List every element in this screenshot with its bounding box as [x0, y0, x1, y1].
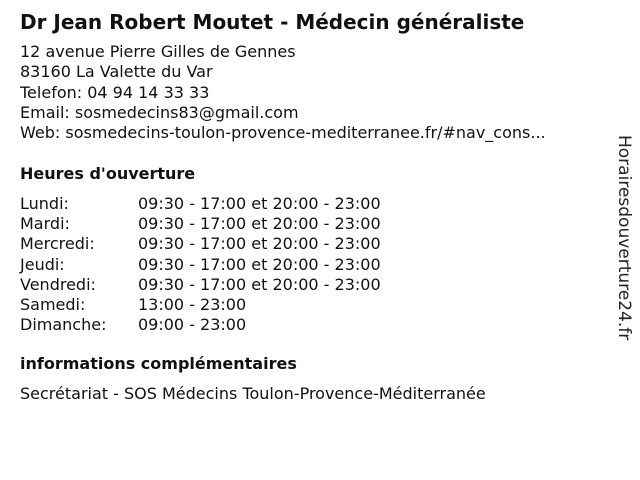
- website-link[interactable]: Web: sosmedecins-toulon-provence-mediterranee.fr/#nav_cons...: [20, 123, 546, 143]
- email-address: Email: sosmedecins83@gmail.com: [20, 102, 299, 122]
- site-watermark: Horairesdouverture24.fr: [614, 135, 634, 341]
- hours-row-samedi: [20, 295, 460, 315]
- time-range: 09:30 - 17:00 et 20:00 - 23:00: [138, 194, 381, 213]
- hours-row-lundi: [20, 194, 460, 214]
- time-range: 09:00 - 23:00: [138, 315, 247, 335]
- time-range: 09:30 - 17:00 et 20:00 - 23:00: [138, 274, 381, 294]
- additional-info-text: Secrétariat - SOS Médecins Toulon-Provence-Méditerranée: [20, 384, 486, 403]
- opening-hours-list: [20, 194, 460, 335]
- day-label: Vendredi:: [20, 274, 96, 294]
- hours-row-vendredi: [20, 275, 460, 295]
- hours-row-mercredi: [20, 234, 460, 254]
- page-title: Dr Jean Robert Moutet - Médecin généraliste: [20, 10, 525, 34]
- hours-row-mardi: [20, 214, 460, 234]
- day-label: Samedi:: [20, 294, 86, 314]
- day-label: Jeudi:: [20, 254, 65, 274]
- time-range: 09:30 - 17:00 et 20:00 - 23:00: [138, 254, 381, 274]
- contact-block: [20, 42, 546, 143]
- phone-number: Telefon: 04 94 14 33 33: [20, 82, 210, 102]
- day-label: Mercredi:: [20, 234, 95, 254]
- day-label: Dimanche:: [20, 315, 107, 335]
- opening-hours-heading: Heures d'ouverture: [20, 164, 196, 183]
- time-range: 13:00 - 23:00: [138, 294, 247, 314]
- address-city: 83160 La Valette du Var: [20, 62, 213, 82]
- time-range: 09:30 - 17:00 et 20:00 - 23:00: [138, 234, 381, 254]
- day-label: Mardi:: [20, 214, 70, 234]
- time-range: 09:30 - 17:00 et 20:00 - 23:00: [138, 214, 381, 234]
- hours-row-dimanche: [20, 315, 460, 335]
- day-label: Lundi:: [20, 194, 69, 213]
- additional-info-heading: informations complémentaires: [20, 354, 297, 373]
- hours-row-jeudi: [20, 255, 460, 275]
- address-street: 12 avenue Pierre Gilles de Gennes: [20, 42, 296, 61]
